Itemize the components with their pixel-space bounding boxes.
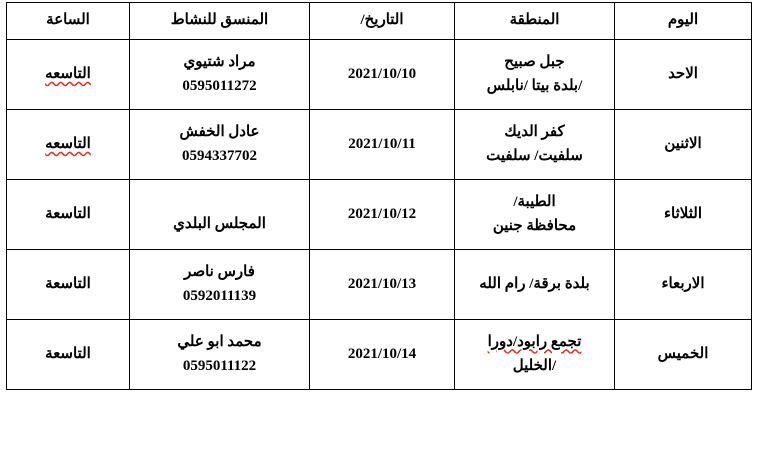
- coordinator-name: عادل الخفش: [179, 124, 260, 141]
- cell-day: الاحد: [615, 40, 752, 110]
- table-header: [7, 3, 752, 40]
- cell-region: [455, 250, 615, 320]
- region-line-1: الطيبة/: [513, 194, 556, 211]
- table-row: [7, 180, 752, 250]
- cell-coordinator: [130, 320, 310, 390]
- cell-coordinator: [130, 250, 310, 320]
- coordinator-phone: المجلس البلدي: [173, 216, 266, 233]
- region-line-1: تجمع رابود/دورا: [487, 334, 582, 351]
- date-value: 2021/10/14: [347, 345, 417, 362]
- cell-region: [455, 320, 615, 390]
- coordinator-name: محمد ابو علي: [177, 334, 262, 351]
- cell-time: [7, 320, 130, 390]
- time-value: التاسعه: [45, 65, 91, 82]
- table-header-row: [7, 3, 752, 40]
- cell-region: [455, 110, 615, 180]
- schedule-table: [6, 2, 752, 390]
- date-value: 2021/10/10: [347, 65, 417, 82]
- cell-region: [455, 180, 615, 250]
- cell-date: [310, 250, 455, 320]
- cell-coordinator: [130, 180, 310, 250]
- region-line-1: كفر الديك: [504, 124, 565, 141]
- cell-date: [310, 40, 455, 110]
- coordinator-phone: 0595011272: [182, 77, 257, 94]
- time-value: التاسعة: [45, 275, 91, 292]
- table-row: [7, 320, 752, 390]
- header-cell-region: المنطقة: [455, 3, 615, 40]
- header-cell-day: اليوم: [615, 3, 752, 40]
- table-body: [7, 40, 752, 390]
- document-page: [0, 2, 759, 456]
- date-value: 2021/10/12: [347, 205, 417, 222]
- time-value: التاسعه: [45, 135, 91, 152]
- cell-time: [7, 180, 130, 250]
- time-value: التاسعة: [45, 205, 91, 222]
- cell-coordinator: [130, 40, 310, 110]
- header-cell-coordinator: المنسق للنشاط: [130, 3, 310, 40]
- cell-coordinator: [130, 110, 310, 180]
- cell-time: [7, 110, 130, 180]
- cell-date: [310, 180, 455, 250]
- cell-day: الثلاثاء: [615, 180, 752, 250]
- region-line-2: /الخليل: [512, 357, 557, 374]
- coordinator-name: فارس ناصر: [184, 264, 255, 281]
- region-line-2: /بلدة بيتا /نابلس: [486, 77, 583, 94]
- date-value: 2021/10/11: [348, 135, 416, 152]
- table-row: [7, 40, 752, 110]
- cell-date: [310, 320, 455, 390]
- cell-time: [7, 250, 130, 320]
- coordinator-name: مراد شتيوي: [183, 54, 256, 71]
- header-cell-date: التاريخ/: [310, 3, 455, 40]
- cell-time: [7, 40, 130, 110]
- table-row: [7, 110, 752, 180]
- cell-day: الاثنين: [615, 110, 752, 180]
- time-value: التاسعة: [45, 345, 91, 362]
- coordinator-phone: 0594337702: [182, 147, 257, 164]
- table-row: [7, 250, 752, 320]
- region-line-2: سلفيت/ سلفيت: [486, 147, 583, 164]
- coordinator-name-empty: [134, 192, 305, 213]
- date-value: 2021/10/13: [347, 275, 417, 292]
- cell-region: [455, 40, 615, 110]
- cell-day: الخميس: [615, 320, 752, 390]
- cell-date: [310, 110, 455, 180]
- region-line-1: بلدة برقة/ رام الله: [479, 275, 590, 292]
- coordinator-phone: 0595011122: [182, 357, 257, 374]
- region-line-2: محافظة جنين: [492, 217, 577, 234]
- coordinator-phone: 0592011139: [182, 287, 257, 304]
- region-line-1: جبل صبيح: [504, 54, 565, 71]
- header-cell-time: الساعة: [7, 3, 130, 40]
- cell-day: الاربعاء: [615, 250, 752, 320]
